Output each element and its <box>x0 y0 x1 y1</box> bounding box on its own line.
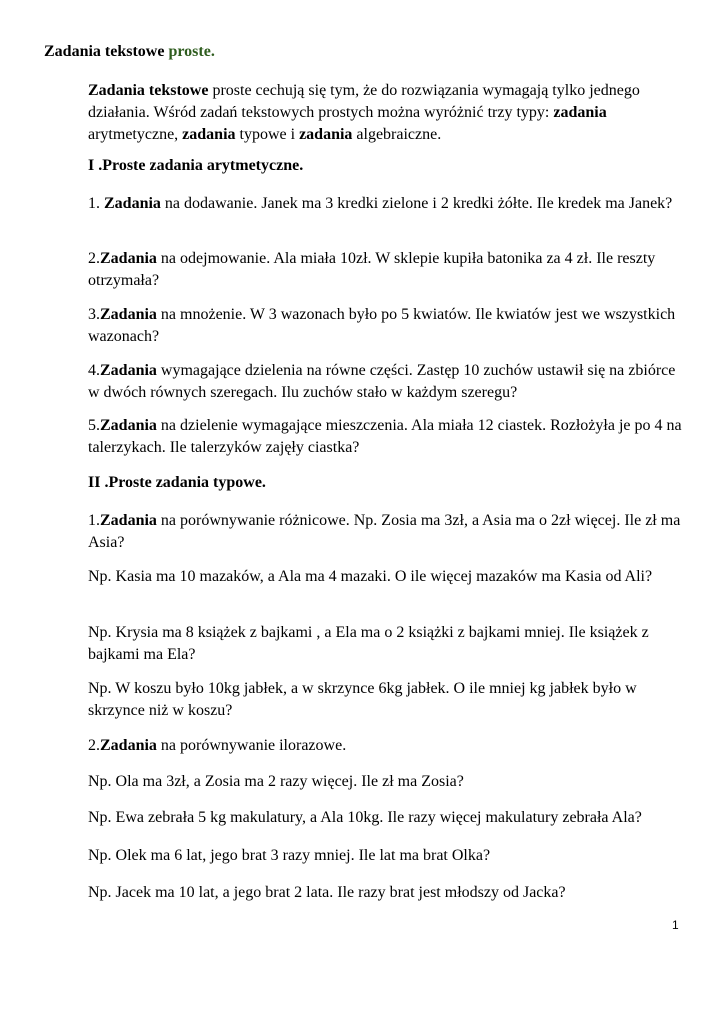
intro-paragraph <box>88 80 688 146</box>
item-text: wymagające dzielenia na równe części. Zastęp 10 zuchów ustawił się na zbiórce w dwóch równych szeregach. Ilu zuchów stało w każdym szeregu? <box>88 362 676 401</box>
s2-example-3: Np. W koszu było 10kg jabłek, a w skrzynce 6kg jabłek. O ile mniej kg jabłek było w skrzynce niż w koszu? <box>88 680 637 719</box>
s2-example-1: Np. Kasia ma 10 mazaków, a Ala ma 4 mazaki. O ile więcej mazaków ma Kasia od Ali? <box>88 568 653 585</box>
item-text: na porównywanie ilorazowe. <box>156 737 347 754</box>
item-bold: Zadania <box>100 737 157 754</box>
item-text: na odejmowanie. Ala miała 10zł. W sklepie kupiła batonika za 4 zł. Ile reszty otrzymała? <box>88 250 656 289</box>
intro-bold-4: zadania <box>299 126 353 143</box>
item-bold: Zadania <box>100 306 157 323</box>
item-text: na mnożenie. W 3 wazonach było po 5 kwiatów. Ile kwiatów jest we wszystkich wazonach? <box>88 306 676 345</box>
item-bold: Zadania <box>100 512 157 529</box>
s2-example-5: Np. Ewa zebrała 5 kg makulatury, a Ala 10kg. Ile razy więcej makulatury zebrała Ala? <box>88 809 642 826</box>
intro-text-4: algebraiczne. <box>352 126 442 143</box>
page-number: 1 <box>672 918 679 932</box>
s2-example-2: Np. Krysia ma 8 książek z bajkami , a Ela ma o 2 książki z bajkami mniej. Ile książek z bajkami ma Ela? <box>88 624 649 663</box>
item-text: na porównywanie różnicowe. Np. Zosia ma 3zł, a Asia ma o 2zł więcej. Ile zł ma Asia? <box>88 512 681 551</box>
s1-item-2 <box>88 248 688 292</box>
s1-item-1 <box>88 193 688 215</box>
item-bold: Zadania <box>100 250 157 267</box>
intro-text-3: typowe i <box>235 126 300 143</box>
s2-example-4: Np. Ola ma 3zł, a Zosia ma 2 razy więcej. Ile zł ma Zosia? <box>88 773 464 790</box>
item-text: na dodawanie. Janek ma 3 kredki zielone i 2 kredki żółte. Ile kredek ma Janek? <box>160 195 673 212</box>
item-text: na dzielenie wymagające mieszczenia. Ala miała 12 ciastek. Rozłożyła je po 4 na talerzykach. Ile talerzyków zajęły ciastka? <box>88 417 682 456</box>
intro-text-2: arytmetyczne, <box>88 126 183 143</box>
document-title <box>44 42 215 62</box>
item-bold: Zadania <box>104 195 161 212</box>
intro-bold-3: zadania <box>182 126 236 143</box>
s2-item-1 <box>88 510 688 554</box>
s2-example-7: Np. Jacek ma 10 lat, a jego brat 2 lata. Ile razy brat jest młodszy od Jacka? <box>88 884 566 901</box>
item-prefix: 4. <box>88 362 100 379</box>
section1-heading: I .Proste zadania arytmetyczne. <box>88 157 304 174</box>
item-prefix: 2. <box>88 737 100 754</box>
item-bold: Zadania <box>100 417 157 434</box>
intro-text-1: proste cechują się tym, że do rozwiązania wymagają tylko jednego działania. Wśród zadań tekstowych prostych można wyróżnić trzy typy: <box>88 82 640 121</box>
s2-item-2 <box>88 735 688 757</box>
s1-item-5 <box>88 415 688 459</box>
s2-example-6: Np. Olek ma 6 lat, jego brat 3 razy mniej. Ile lat ma brat Olka? <box>88 847 491 864</box>
item-prefix: 5. <box>88 417 100 434</box>
item-prefix: 1. <box>88 512 100 529</box>
s1-item-3 <box>88 304 688 348</box>
section2-heading: II .Proste zadania typowe. <box>88 474 266 491</box>
title-accent: proste. <box>168 43 215 60</box>
item-bold: Zadania <box>100 362 157 379</box>
title-main: Zadania tekstowe <box>44 43 169 60</box>
item-prefix: 3. <box>88 306 100 323</box>
item-prefix: 2. <box>88 250 100 267</box>
intro-bold-1: Zadania tekstowe <box>88 82 209 99</box>
item-prefix: 1. <box>88 195 104 212</box>
s1-item-4 <box>88 360 688 404</box>
intro-bold-2: zadania <box>553 104 607 121</box>
